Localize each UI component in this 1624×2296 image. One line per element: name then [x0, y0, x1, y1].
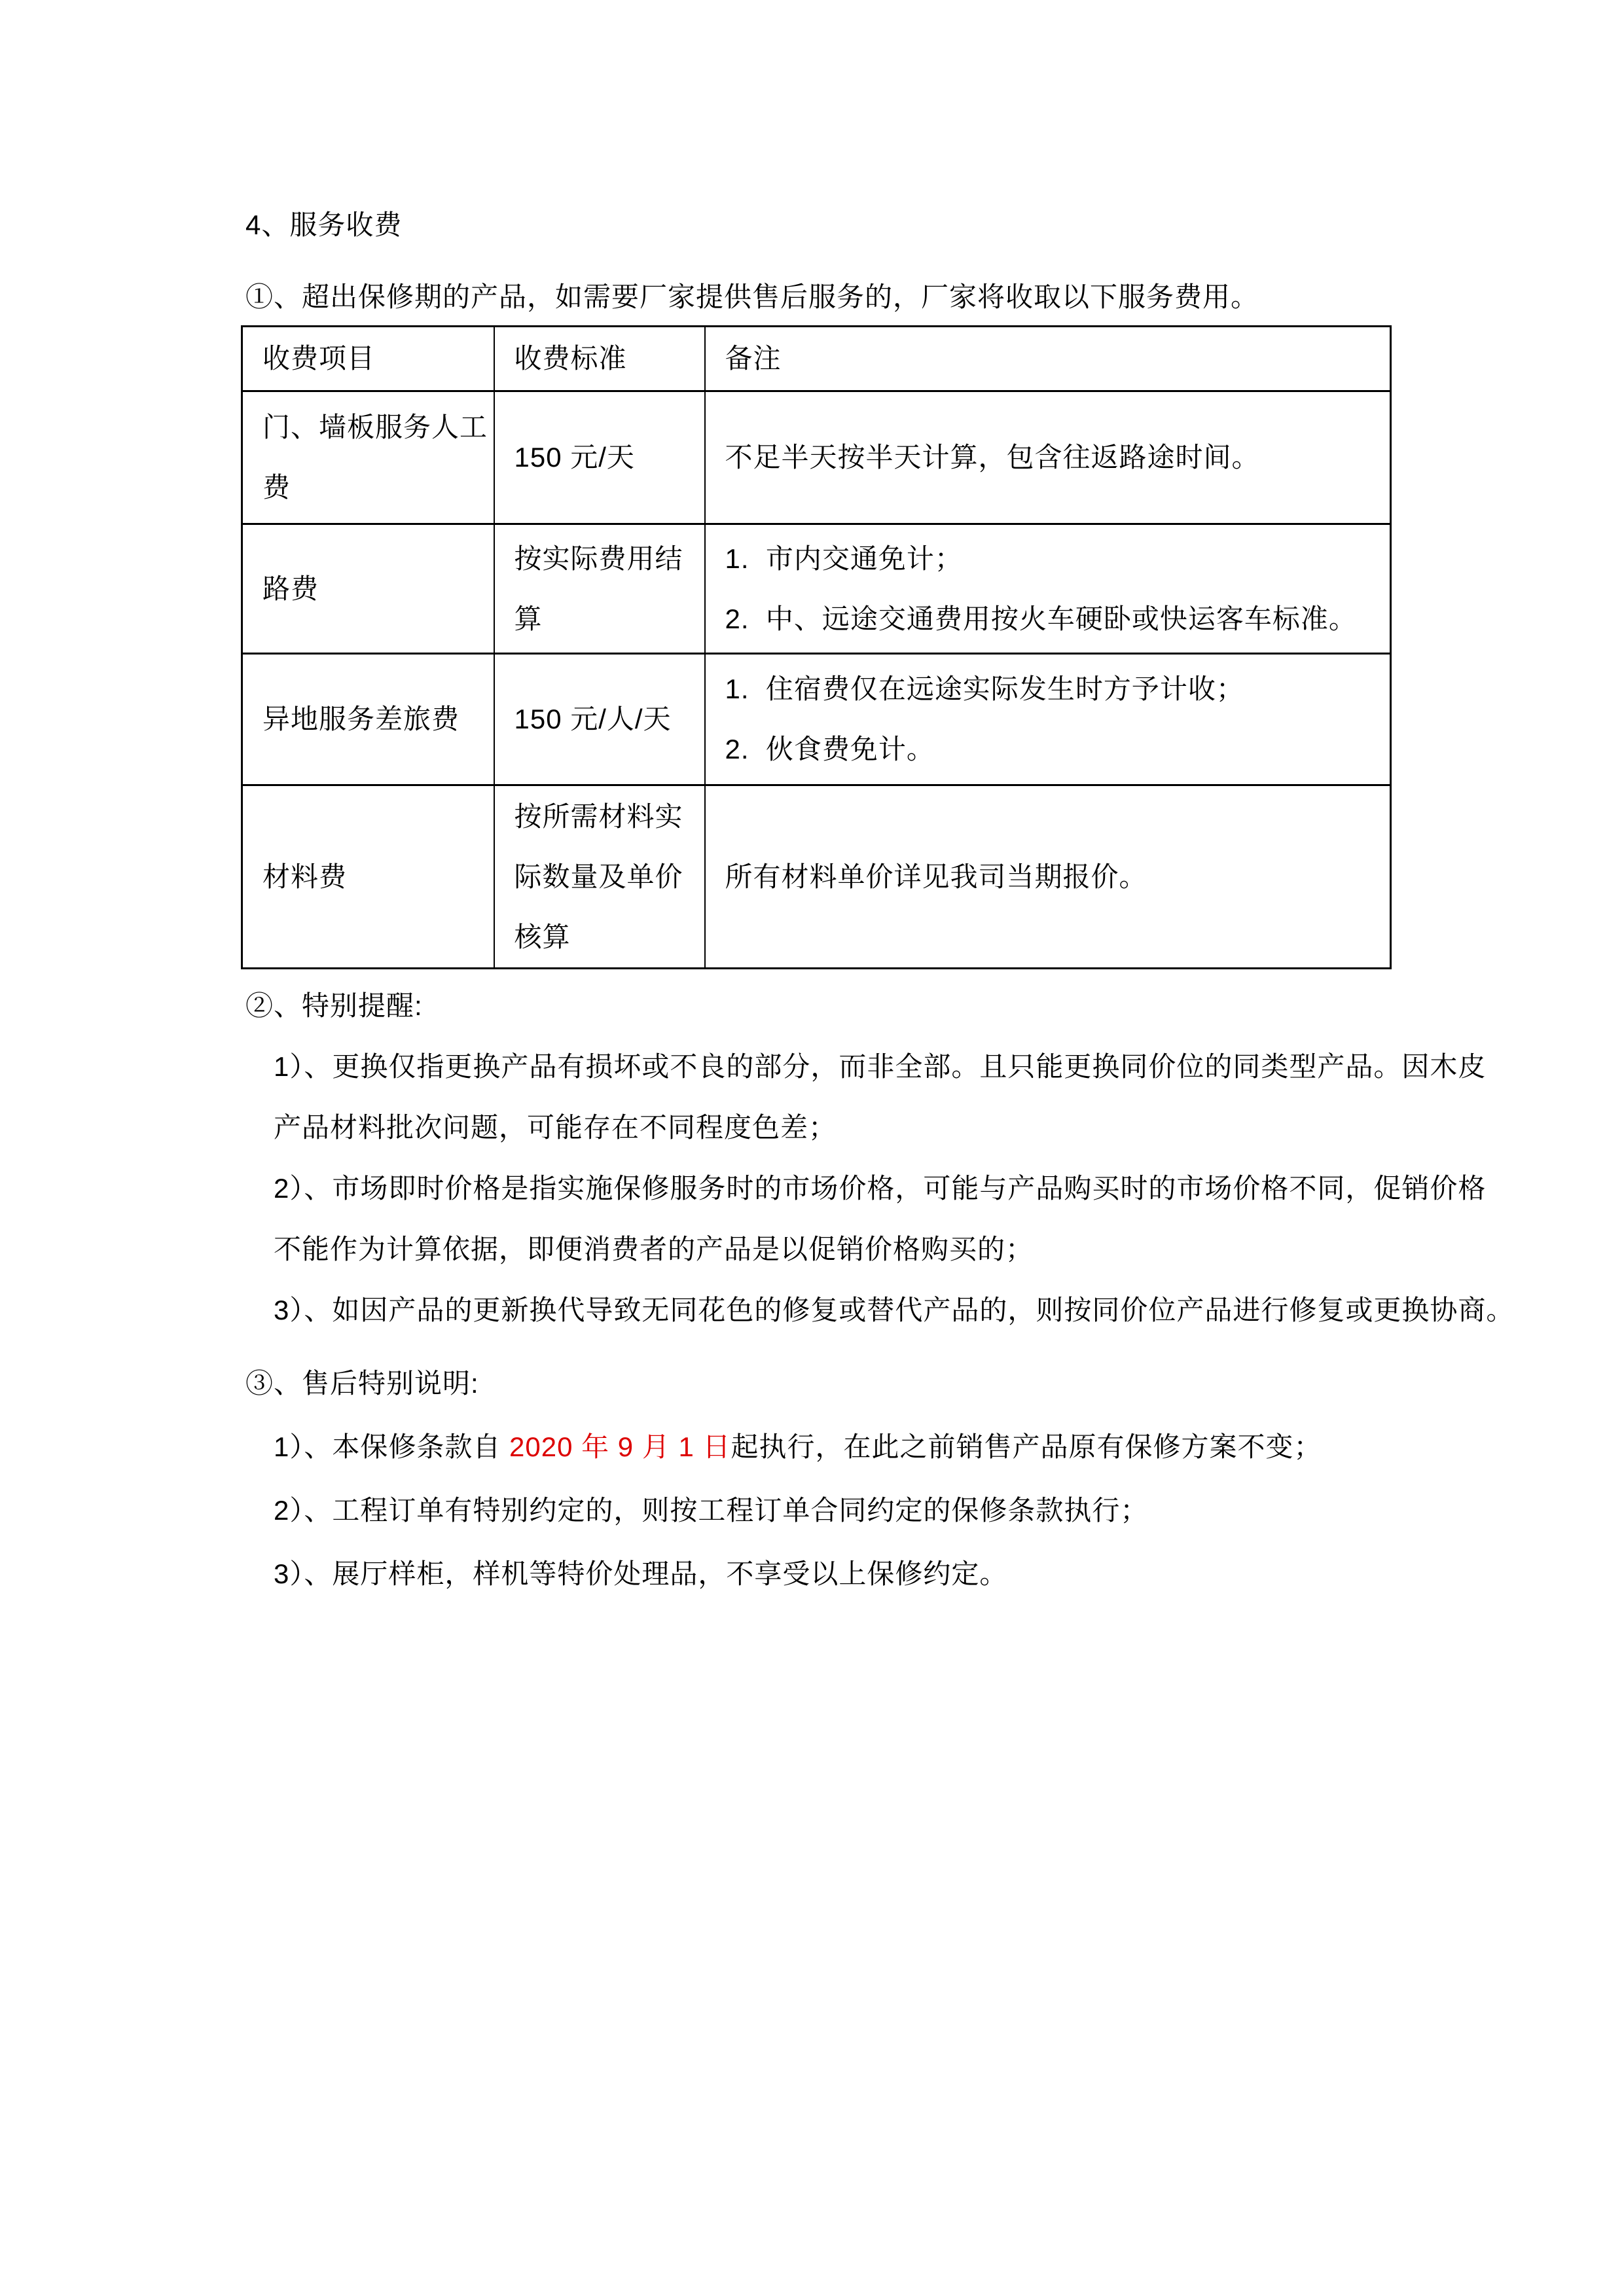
section3-item-1	[274, 1430, 1515, 1464]
cell-standard: 按所需材料实 际数量及单价 核算	[494, 785, 705, 969]
section2-title: ②、特别提醒:	[245, 990, 423, 1021]
table-row	[242, 785, 1391, 969]
header-fee-standard: 收费标准	[494, 327, 705, 391]
section3-items	[274, 1430, 1515, 1591]
section2-item-2-line-2: 不能作为计算依据，即便消费者的产品是以促销价格购买的；	[274, 1234, 1034, 1265]
cell-item: 门、墙板服务人工 费	[242, 391, 494, 524]
section3-item-2: 2）、工程订单有特别约定的，则按工程订单合同约定的保修条款执行；	[274, 1495, 1149, 1526]
section2-item-3: 3）、如因产品的更新换代导致无同花色的修复或替代产品的，则按同价位产品进行修复或更换协商。	[274, 1295, 1515, 1325]
item1-suffix: 起执行，在此之前销售产品原有保修方案不变；	[731, 1431, 1322, 1462]
intro-paragraph: ①、超出保修期的产品，如需要厂家提供售后服务的，厂家将收取以下服务费用。	[245, 281, 1259, 312]
cell-item: 材料费	[242, 785, 494, 969]
item1-prefix: 1）、本保修条款自	[274, 1431, 510, 1462]
cell-notes: 所有材料单价详见我司当期报价。	[705, 785, 1391, 969]
table-row	[242, 524, 1391, 654]
section-heading: 4、服务收费	[245, 209, 403, 240]
section2-item-1-line-2: 产品材料批次问题，可能存在不同程度色差；	[274, 1112, 837, 1143]
section2-item-1-line-1: 1）、更换仅指更换产品有损坏或不良的部分，而非全部。且只能更换同价位的同类型产品。因木皮	[274, 1051, 1487, 1082]
table-header-row	[242, 327, 1391, 391]
effective-date-highlight: 2020 年 9 月 1 日	[509, 1431, 731, 1462]
cell-standard: 150 元/人/天	[494, 654, 705, 785]
cell-standard: 150 元/天	[494, 391, 705, 524]
section2-item-2-line-1: 2）、市场即时价格是指实施保修服务时的市场价格，可能与产品购买时的市场价格不同，促销价格	[274, 1173, 1487, 1204]
section2-items	[274, 1050, 1515, 1327]
header-remarks: 备注	[705, 327, 1391, 391]
cell-item: 路费	[242, 524, 494, 654]
cell-notes: 1. 住宿费仅在远途实际发生时方予计收； 2. 伙食费免计。	[705, 654, 1391, 785]
document-content	[245, 0, 1515, 1591]
cell-notes: 不足半天按半天计算，包含往返路途时间。	[705, 391, 1391, 524]
table-row	[242, 654, 1391, 785]
cell-item: 异地服务差旅费	[242, 654, 494, 785]
header-fee-item: 收费项目	[242, 327, 494, 391]
service-fee-table	[241, 325, 1392, 969]
table-row	[242, 391, 1391, 524]
section3-item-3: 3）、展厅样柜，样机等特价处理品，不享受以上保修约定。	[274, 1558, 1008, 1589]
cell-standard: 按实际费用结 算	[494, 524, 705, 654]
section3-title: ③、售后特别说明:	[245, 1368, 479, 1399]
cell-notes: 1. 市内交通免计； 2. 中、远途交通费用按火车硬卧或快运客车标准。	[705, 524, 1391, 654]
